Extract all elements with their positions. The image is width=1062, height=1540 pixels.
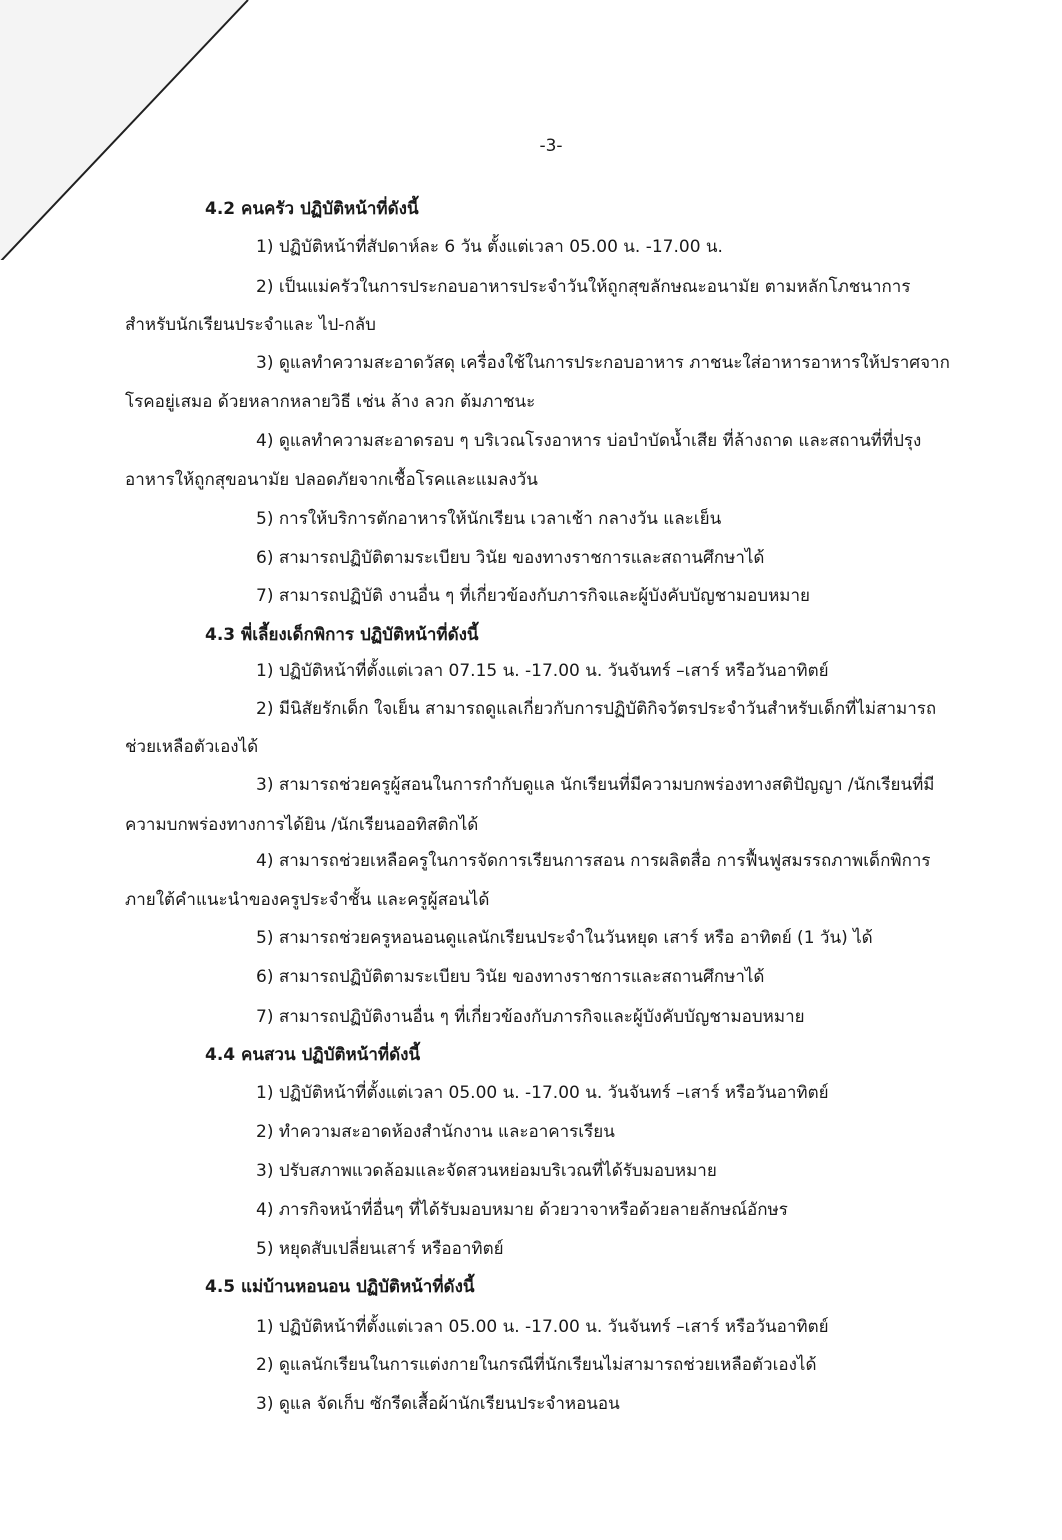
list-item: 5) สามารถช่วยครูหอนอนดูแลนักเรียนประจำในวันหยุด เสาร์ หรือ อาทิตย์ (1 วัน) ได้: [256, 928, 873, 948]
list-item: 2) ดูแลนักเรียนในการแต่งกายในกรณีที่นักเรียนไม่สามารถช่วยเหลือตัวเองได้: [256, 1355, 817, 1375]
list-item: 2) มีนิสัยรักเด็ก ใจเย็น สามารถดูแลเกี่ยวกับการปฏิบัติกิจวัตรประจำวันสำหรับเด็กที่ไม่สามารถ: [256, 699, 937, 719]
section-heading: 4.3 พี่เลี้ยงเด็กพิการ ปฏิบัติหน้าที่ดังนี้: [205, 625, 479, 645]
list-item: 6) สามารถปฏิบัติตามระเบียบ วินัย ของทางราชการและสถานศึกษาได้: [256, 548, 765, 568]
list-item: 1) ปฏิบัติหน้าที่ตั้งแต่เวลา 05.00 น. -17.00 น. วันจันทร์ –เสาร์ หรือวันอาทิตย์: [256, 1317, 829, 1337]
list-item-continuation: ภายใต้คำแนะนำของครูประจำชั้น และครูผู้สอนได้: [125, 890, 490, 910]
list-item: 4) ดูแลทำความสะอาดรอบ ๆ บริเวณโรงอาหาร บ่อบำบัดน้ำเสีย ที่ล้างถาด และสถานที่ที่ปรุง: [256, 431, 922, 451]
list-item: 2) เป็นแม่ครัวในการประกอบอาหารประจำวันให้ถูกสุขลักษณะอนามัย ตามหลักโภชนาการ: [256, 277, 911, 297]
page-number: -3-: [539, 136, 563, 156]
list-item-continuation: ความบกพร่องทางการได้ยิน /นักเรียนออทิสติกได้: [125, 815, 479, 835]
list-item: 4) สามารถช่วยเหลือครูในการจัดการเรียนการสอน การผลิตสื่อ การฟื้นฟูสมรรถภาพเด็กพิการ: [256, 851, 931, 871]
list-item-continuation: โรคอยู่เสมอ ด้วยหลากหลายวิธี เช่น ล้าง ลวก ต้มภาชนะ: [125, 392, 536, 412]
list-item: 1) ปฏิบัติหน้าที่ตั้งแต่เวลา 07.15 น. -17.00 น. วันจันทร์ –เสาร์ หรือวันอาทิตย์: [256, 661, 829, 681]
section-heading: 4.4 คนสวน ปฏิบัติหน้าที่ดังนี้: [205, 1045, 421, 1065]
list-item-continuation: ช่วยเหลือตัวเองได้: [125, 737, 259, 757]
list-item: 5) หยุดสับเปลี่ยนเสาร์ หรืออาทิตย์: [256, 1239, 504, 1259]
list-item: 2) ทำความสะอาดห้องสำนักงาน และอาคารเรียน: [256, 1122, 615, 1142]
list-item-continuation: อาหารให้ถูกสุขอนามัย ปลอดภัยจากเชื้อโรคและแมลงวัน: [125, 470, 538, 490]
list-item-continuation: สำหรับนักเรียนประจำและ ไป-กลับ: [125, 315, 376, 335]
list-item: 5) การให้บริการตักอาหารให้นักเรียน เวลาเช้า กลางวัน และเย็น: [256, 509, 722, 529]
list-item: 1) ปฏิบัติหน้าที่สัปดาห์ละ 6 วัน ตั้งแต่เวลา 05.00 น. -17.00 น.: [256, 237, 723, 257]
list-item: 7) สามารถปฏิบัติ งานอื่น ๆ ที่เกี่ยวข้องกับภารกิจและผู้บังคับบัญชามอบหมาย: [256, 586, 811, 606]
section-heading: 4.5 แม่บ้านหอนอน ปฏิบัติหน้าที่ดังนี้: [205, 1277, 475, 1297]
list-item: 3) ปรับสภาพแวดล้อมและจัดสวนหย่อมบริเวณที่ได้รับมอบหมาย: [256, 1161, 717, 1181]
list-item: 1) ปฏิบัติหน้าที่ตั้งแต่เวลา 05.00 น. -17.00 น. วันจันทร์ –เสาร์ หรือวันอาทิตย์: [256, 1083, 829, 1103]
list-item: 7) สามารถปฏิบัติงานอื่น ๆ ที่เกี่ยวข้องกับภารกิจและผู้บังคับบัญชามอบหมาย: [256, 1007, 805, 1027]
list-item: 3) ดูแล จัดเก็บ ซักรีดเสื้อผ้านักเรียนประจำหอนอน: [256, 1394, 620, 1414]
section-heading: 4.2 คนครัว ปฏิบัติหน้าที่ดังนี้: [205, 199, 419, 219]
list-item: 6) สามารถปฏิบัติตามระเบียบ วินัย ของทางราชการและสถานศึกษาได้: [256, 967, 765, 987]
list-item: 3) สามารถช่วยครูผู้สอนในการกำกับดูแล นักเรียนที่มีความบกพร่องทางสติปัญญา /นักเรียนที่มี: [256, 775, 935, 795]
list-item: 3) ดูแลทำความสะอาดวัสดุ เครื่องใช้ในการประกอบอาหาร ภาชนะใส่อาหารอาหารให้ปราศจาก: [256, 353, 950, 373]
list-item: 4) ภารกิจหน้าที่อื่นๆ ที่ได้รับมอบหมาย ด้วยวาจาหรือด้วยลายลักษณ์อักษร: [256, 1200, 788, 1220]
folded-corner-shadow: [0, 0, 250, 260]
